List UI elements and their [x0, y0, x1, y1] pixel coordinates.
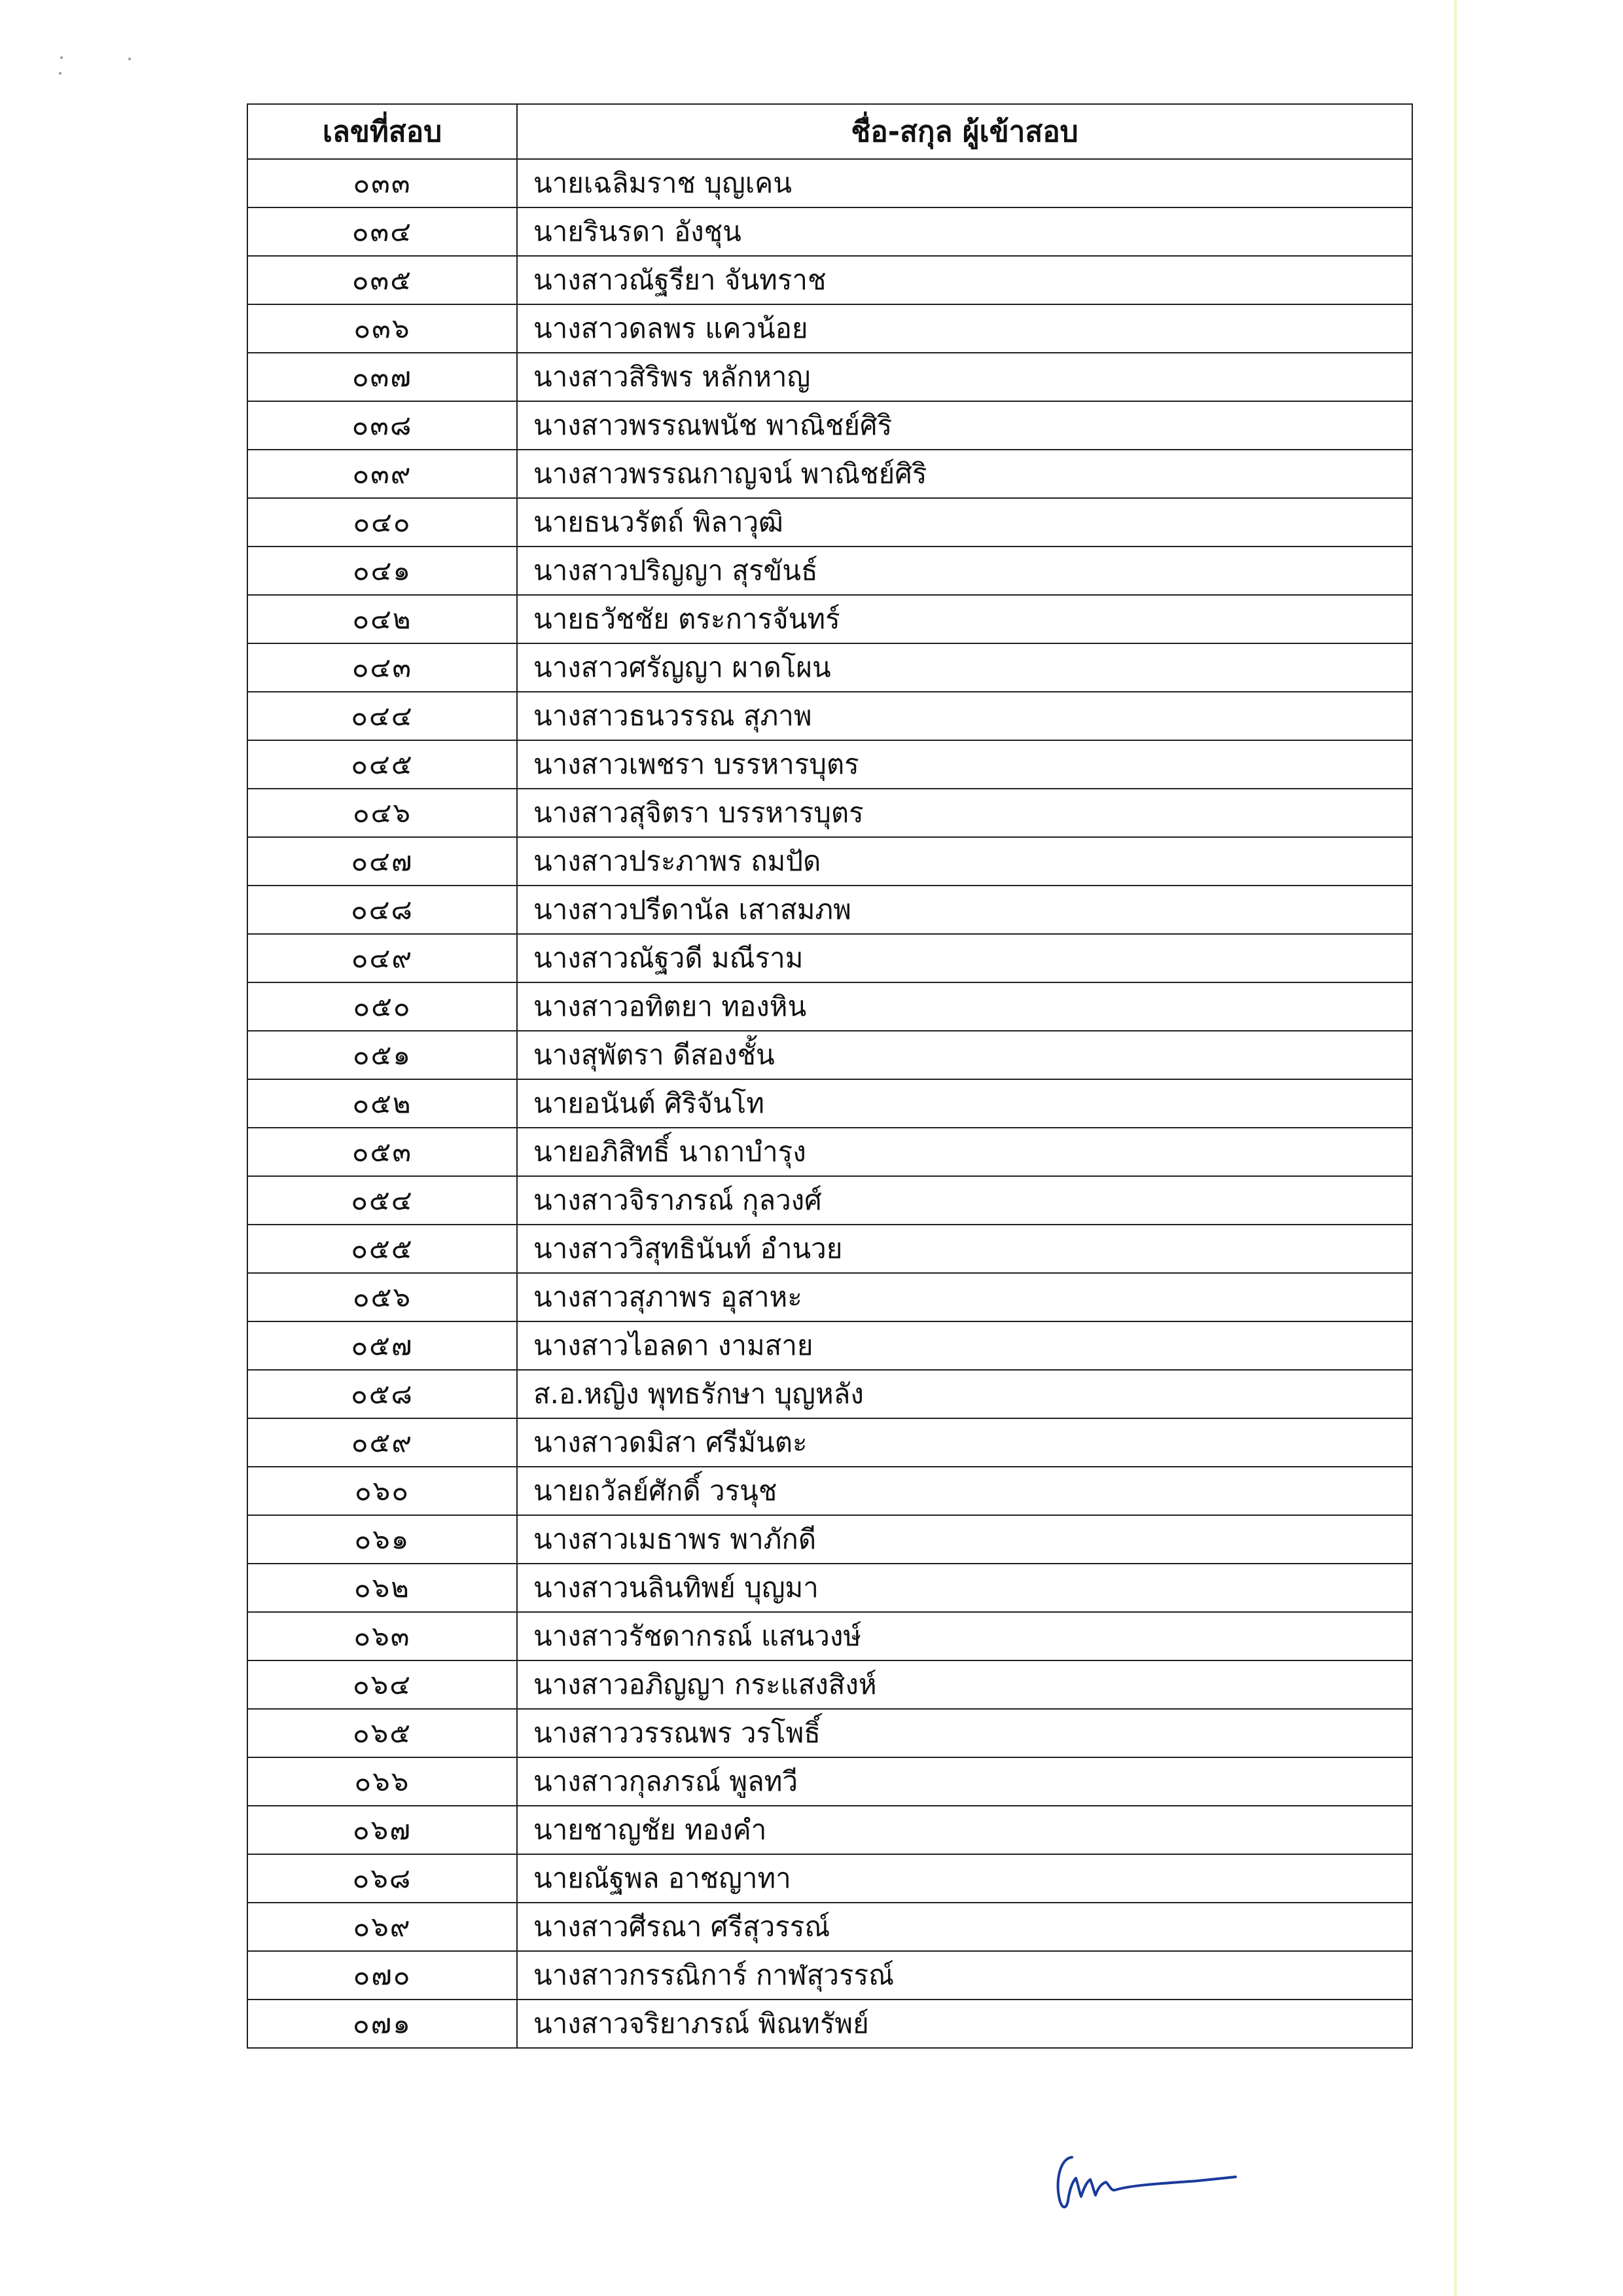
exam-number-cell: ๐๔๐ — [247, 498, 517, 547]
exam-number-cell: ๐๔๕ — [247, 740, 517, 789]
examinee-name-cell: นางสาวกุลภรณ์ พูลทวี — [517, 1757, 1412, 1806]
table-row — [247, 1467, 1412, 1515]
examinee-name-cell: นางสาววรรณพร วรโพธิ์ — [517, 1709, 1412, 1757]
table-row — [247, 789, 1412, 837]
table-row — [247, 1079, 1412, 1128]
examinee-name-cell: นางสาวจิราภรณ์ กุลวงศ์ — [517, 1176, 1412, 1225]
table-row — [247, 256, 1412, 304]
table-row — [247, 207, 1412, 256]
examinee-name-cell: นางสาวอภิญญา กระแสงสิงห์ — [517, 1660, 1412, 1709]
exam-number-cell: ๐๓๙ — [247, 450, 517, 498]
examinee-name-cell: นางสาวดมิสา ศรีมันตะ — [517, 1418, 1412, 1467]
exam-number-cell: ๐๖๘ — [247, 1854, 517, 1903]
table-row — [247, 1806, 1412, 1854]
exam-number-cell: ๐๖๔ — [247, 1660, 517, 1709]
exam-number-cell: ๐๖๕ — [247, 1709, 517, 1757]
header-examinee-name: ชื่อ-สกุล ผู้เข้าสอบ — [517, 104, 1412, 159]
table-row — [247, 159, 1412, 207]
examinee-name-cell: นางสาวศีรณา ศรีสุวรรณ์ — [517, 1903, 1412, 1951]
examinee-name-cell: นางสุพัตรา ดีสองชั้น — [517, 1031, 1412, 1079]
table-row — [247, 1176, 1412, 1225]
table-row — [247, 1225, 1412, 1273]
examinee-name-cell: นางสาวเพชรา บรรหารบุตร — [517, 740, 1412, 789]
table-row — [247, 643, 1412, 692]
exam-number-cell: ๐๓๘ — [247, 401, 517, 450]
exam-number-cell: ๐๕๔ — [247, 1176, 517, 1225]
exam-number-cell: ๐๓๓ — [247, 159, 517, 207]
examinee-name-cell: นางสาวเมธาพร พาภักดี — [517, 1515, 1412, 1564]
exam-number-cell: ๐๖๒ — [247, 1564, 517, 1612]
signature — [1047, 2145, 1243, 2217]
examinee-name-cell: นางสาวไอลดา งามสาย — [517, 1321, 1412, 1370]
table-row — [247, 1370, 1412, 1418]
table-row — [247, 1321, 1412, 1370]
table-row — [247, 1515, 1412, 1564]
table-row — [247, 934, 1412, 982]
table-row — [247, 1273, 1412, 1321]
table-row — [247, 450, 1412, 498]
table-row — [247, 304, 1412, 353]
examinee-name-cell: นายถวัลย์ศักดิ์ วรนุช — [517, 1467, 1412, 1515]
examinee-name-cell: นางสาวดลพร แควน้อย — [517, 304, 1412, 353]
examinee-name-cell: นายธนวรัตถ์ พิลาวุฒิ — [517, 498, 1412, 547]
scan-speck — [60, 56, 63, 59]
table-row — [247, 2000, 1412, 2048]
exam-number-cell: ๐๓๗ — [247, 353, 517, 401]
exam-number-cell: ๐๖๗ — [247, 1806, 517, 1854]
exam-number-cell: ๐๕๐ — [247, 982, 517, 1031]
examinee-name-cell: นายชาญชัย ทองคำ — [517, 1806, 1412, 1854]
exam-number-cell: ๐๔๒ — [247, 595, 517, 643]
table-row — [247, 353, 1412, 401]
table-row — [247, 1854, 1412, 1903]
examinee-name-cell: นางสาวณัฐวดี มณีราม — [517, 934, 1412, 982]
examinee-name-cell: นายณัฐพล อาชญาทา — [517, 1854, 1412, 1903]
exam-number-cell: ๐๔๙ — [247, 934, 517, 982]
exam-number-cell: ๐๗๐ — [247, 1951, 517, 2000]
exam-number-cell: ๐๖๑ — [247, 1515, 517, 1564]
exam-number-cell: ๐๕๓ — [247, 1128, 517, 1176]
exam-number-cell: ๐๕๒ — [247, 1079, 517, 1128]
table-row — [247, 1612, 1412, 1660]
table-row — [247, 1128, 1412, 1176]
exam-number-cell: ๐๖๓ — [247, 1612, 517, 1660]
table-body — [247, 159, 1412, 2048]
header-exam-number: เลขที่สอบ — [247, 104, 517, 159]
table-row — [247, 1031, 1412, 1079]
table-row — [247, 595, 1412, 643]
table-header-row — [247, 104, 1412, 159]
examinee-name-cell: นางสาวอทิตยา ทองหิน — [517, 982, 1412, 1031]
examinee-name-cell: นางสาวสิริพร หลักหาญ — [517, 353, 1412, 401]
exam-number-cell: ๐๕๙ — [247, 1418, 517, 1467]
exam-number-cell: ๐๕๗ — [247, 1321, 517, 1370]
examinee-name-cell: นางสาววิสุทธินันท์ อำนวย — [517, 1225, 1412, 1273]
table-row — [247, 692, 1412, 740]
examinee-table — [247, 103, 1413, 2049]
exam-number-cell: ๐๔๓ — [247, 643, 517, 692]
scan-speck — [59, 72, 62, 75]
table-row — [247, 1709, 1412, 1757]
exam-number-cell: ๐๕๘ — [247, 1370, 517, 1418]
table-row — [247, 498, 1412, 547]
examinee-name-cell: นางสาวณัฐรียา จันทราช — [517, 256, 1412, 304]
exam-number-cell: ๐๔๖ — [247, 789, 517, 837]
exam-number-cell: ๐๖๙ — [247, 1903, 517, 1951]
table-row — [247, 1418, 1412, 1467]
examinee-name-cell: นางสาวศรัญญา ผาดโผน — [517, 643, 1412, 692]
examinee-name-cell: นายอนันต์ ศิริจันโท — [517, 1079, 1412, 1128]
exam-number-cell: ๐๔๔ — [247, 692, 517, 740]
table-row — [247, 1757, 1412, 1806]
examinee-name-cell: นางสาวปรีดานัล เสาสมภพ — [517, 886, 1412, 934]
exam-number-cell: ๐๓๕ — [247, 256, 517, 304]
table-row — [247, 1951, 1412, 2000]
examinee-name-cell: นางสาวปริญญา สุรขันธ์ — [517, 547, 1412, 595]
table-row — [247, 547, 1412, 595]
examinee-name-cell: นางสาวสุจิตรา บรรหารบุตร — [517, 789, 1412, 837]
examinee-name-cell: นางสาวธนวรรณ สุภาพ — [517, 692, 1412, 740]
examinee-name-cell: นางสาวกรรณิการ์ กาฬสุวรรณ์ — [517, 1951, 1412, 2000]
scan-specks — [58, 52, 136, 79]
exam-number-cell: ๐๕๕ — [247, 1225, 517, 1273]
examinee-name-cell: นางสาวสุภาพร อุสาหะ — [517, 1273, 1412, 1321]
table-row — [247, 886, 1412, 934]
table-row — [247, 837, 1412, 886]
examinee-name-cell: นางสาวนลินทิพย์ บุญมา — [517, 1564, 1412, 1612]
signature-stroke — [1058, 2157, 1236, 2207]
exam-number-cell: ๐๖๐ — [247, 1467, 517, 1515]
examinee-name-cell: ส.อ.หญิง พุทธรักษา บุญหลัง — [517, 1370, 1412, 1418]
examinee-name-cell: นางสาวรัชดากรณ์ แสนวงษ์ — [517, 1612, 1412, 1660]
table-row — [247, 1903, 1412, 1951]
table-row — [247, 1564, 1412, 1612]
exam-number-cell: ๐๖๖ — [247, 1757, 517, 1806]
examinee-name-cell: นางสาวพรรณพนัช พาณิชย์ศิริ — [517, 401, 1412, 450]
exam-number-cell: ๐๕๑ — [247, 1031, 517, 1079]
table-row — [247, 982, 1412, 1031]
exam-number-cell: ๐๔๑ — [247, 547, 517, 595]
page-edge — [1454, 0, 1457, 2296]
exam-number-cell: ๐๗๑ — [247, 2000, 517, 2048]
examinee-name-cell: นายรินรดา อังชุน — [517, 207, 1412, 256]
exam-number-cell: ๐๔๘ — [247, 886, 517, 934]
table-row — [247, 1660, 1412, 1709]
table-row — [247, 401, 1412, 450]
table-row — [247, 740, 1412, 789]
exam-number-cell: ๐๕๖ — [247, 1273, 517, 1321]
examinee-name-cell: นายธวัชชัย ตระการจันทร์ — [517, 595, 1412, 643]
exam-number-cell: ๐๓๔ — [247, 207, 517, 256]
examinee-name-cell: นางสาวพรรณกาญจน์ พาณิชย์ศิริ — [517, 450, 1412, 498]
examinee-name-cell: นายอภิสิทธิ์ นาถาบำรุง — [517, 1128, 1412, 1176]
exam-number-cell: ๐๓๖ — [247, 304, 517, 353]
examinee-name-cell: นายเฉลิมราช บุญเคน — [517, 159, 1412, 207]
examinee-name-cell: นางสาวประภาพร ถมปัด — [517, 837, 1412, 886]
exam-number-cell: ๐๔๗ — [247, 837, 517, 886]
examinee-name-cell: นางสาวจริยาภรณ์ พิณทรัพย์ — [517, 2000, 1412, 2048]
scan-speck — [128, 58, 131, 60]
